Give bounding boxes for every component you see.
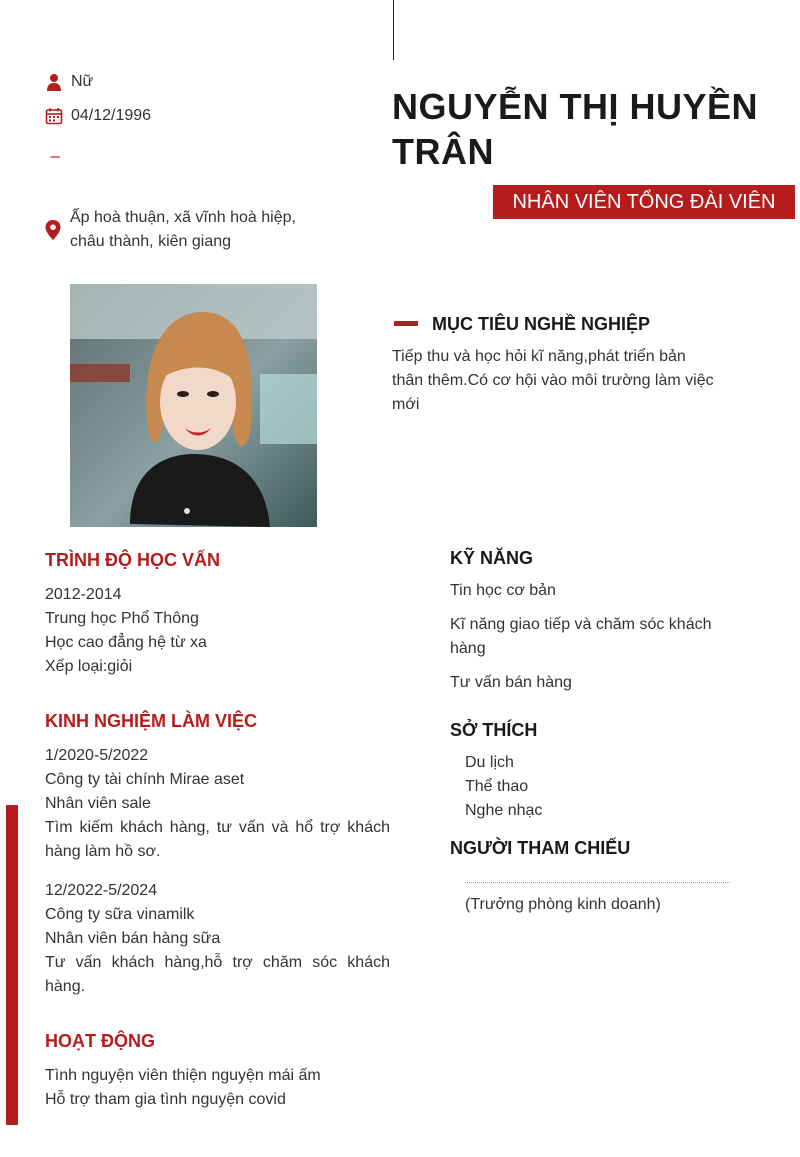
address-line-2: châu thành, kiên giang [70,233,232,250]
experience-title: KINH NGHIỆM LÀM VIỆC [45,711,258,731]
header-divider-line [393,0,394,60]
profile-photo [70,284,317,527]
reference-clipped-line [465,880,730,884]
experience-desc: Tìm kiếm khách hàng, tư vấn và hổ trợ khách hàng làm hồ sơ. [45,819,390,860]
experience-period: 1/2020-5/2022 [45,747,149,764]
experience-company: Công ty sữa vinamilk [45,906,195,923]
activities-list [45,1064,390,1112]
skills-list [450,579,740,695]
experience-role: Nhân viên sale [45,795,151,812]
position-badge: NHÂN VIÊN TỔNG ĐÀI VIÊN [493,185,795,219]
gender-row [45,70,93,94]
name-line-1: NGUYỄN THỊ HUYỀN [392,86,759,127]
activities-title: HOẠT ĐỘNG [45,1031,155,1051]
name-line-2: TRÂN [392,131,494,172]
experience-desc: Tư vấn khách hàng,hỗ trợ chăm sóc khách hàng. [45,954,390,995]
experience-period: 12/2022-5/2024 [45,882,158,899]
hobby-item: Du lịch [465,754,514,771]
objective-line: thân thêm.Có cơ hội vào môi trường làm việc [392,372,714,389]
full-name [392,84,782,174]
hobbies-list [465,751,740,823]
experience-item [45,744,390,864]
education-period: 2012-2014 [45,586,122,603]
education-grade: Xếp loại:giỏi [45,658,133,675]
education-block [45,583,390,679]
skills-title: KỸ NĂNG [450,548,534,568]
experience-company: Công ty tài chính Mirae aset [45,771,245,788]
gender-value: Nữ [71,73,94,90]
birthdate-value: 04/12/1996 [71,107,152,124]
education-title: TRÌNH ĐỘ HỌC VẤN [45,550,220,570]
reference-role: (Trưởng phòng kinh doanh) [465,896,661,913]
activity-item: Tình nguyện viên thiện nguyện mái ấm [45,1067,321,1084]
education-major: Học cao đẳng hệ từ xa [45,634,207,651]
objective-line: Tiếp thu và học hỏi kĩ năng,phát triển bản [392,348,686,365]
objective-line: mới [392,396,420,413]
skill-item: Kĩ năng giao tiếp và chăm sóc khách hàng [450,616,712,657]
person-icon [45,73,63,91]
education-school: Trung học Phổ Thông [45,610,199,627]
skill-item: Tư vấn bán hàng [450,674,572,691]
hobby-item: Thể thao [465,778,529,795]
address-text [70,206,360,254]
skill-item: Tin học cơ bản [450,582,556,599]
experience-role: Nhân viên bán hàng sữa [45,930,221,947]
hidden-field-marker [50,156,60,158]
references-title: NGƯỜI THAM CHIẾU [450,838,631,858]
calendar-icon [45,107,63,125]
experience-block [45,744,390,999]
location-pin-icon [45,220,61,245]
activity-item: Hỗ trợ tham gia tình nguyện covid [45,1091,286,1108]
birthdate-row [45,104,151,128]
hobby-item: Nghe nhạc [465,802,543,819]
left-accent-bar [6,805,18,1125]
objective-text [392,345,752,417]
experience-item [45,879,390,999]
objective-title: MỤC TIÊU NGHỀ NGHIỆP [432,314,651,334]
objective-accent-bar [394,321,418,326]
address-line-1: Ấp hoà thuận, xã vĩnh hoà hiệp, [70,209,296,226]
hobbies-title: SỞ THÍCH [450,720,538,740]
